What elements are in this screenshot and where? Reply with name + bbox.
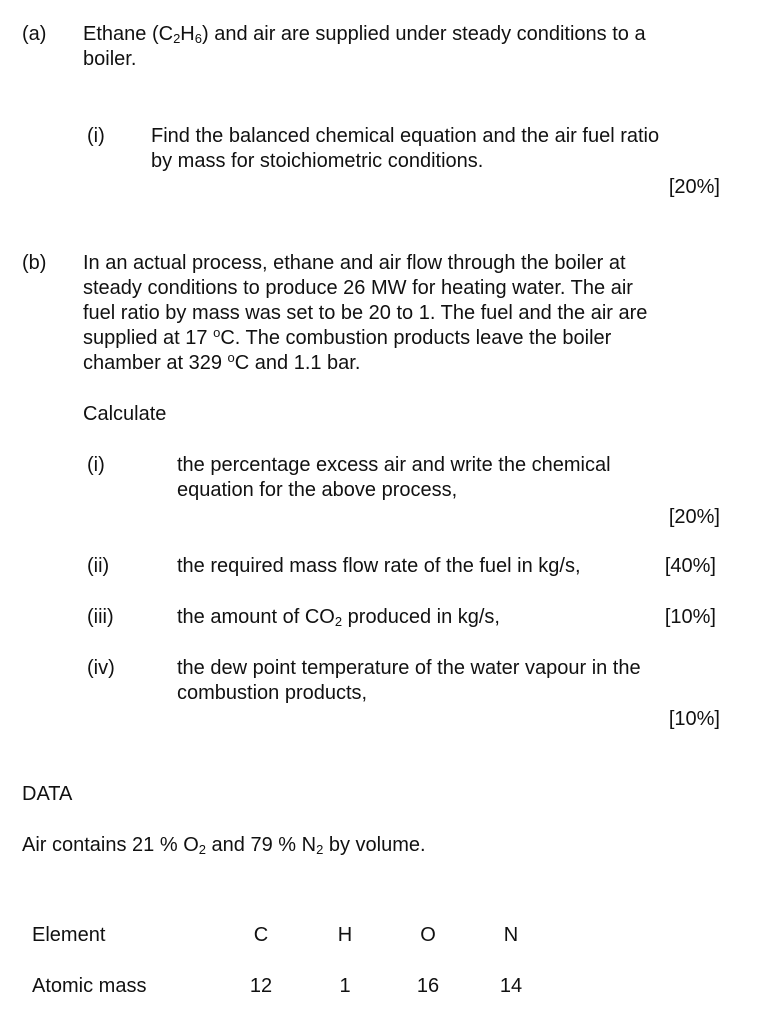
air-composition xyxy=(22,833,426,858)
part-b-iv-marks: [10%] xyxy=(668,708,720,730)
part-b-intro-line5-degree: o xyxy=(227,350,235,365)
table-row1-label: Element xyxy=(32,924,106,946)
air-composition-post: by volume. xyxy=(323,834,426,856)
part-b-intro-line1: In an actual process, ethane and air flow through the boiler at xyxy=(83,252,626,274)
part-b-intro-line4 xyxy=(83,326,611,351)
part-a-intro-line1-post: ) and air are supplied under steady conditions to a xyxy=(201,23,646,45)
table-cell-element-h: H xyxy=(337,924,353,946)
part-a-intro-line1 xyxy=(83,22,646,47)
air-composition-pre: Air contains 21 % O xyxy=(22,834,199,856)
part-b-ii-label: (ii) xyxy=(87,555,110,577)
part-b-iv-label: (iv) xyxy=(87,657,115,679)
part-a-intro-line1-pre: Ethane (C xyxy=(83,23,174,45)
part-b-i-label: (i) xyxy=(87,454,105,476)
part-b-intro-line2: steady conditions to produce 26 MW for heating water. The air xyxy=(83,277,633,299)
part-b-label: (b) xyxy=(22,252,47,274)
part-b-iii-marks: [10%] xyxy=(664,606,716,628)
table-cell-element-o: O xyxy=(420,924,436,946)
part-b-i-marks: [20%] xyxy=(668,506,720,528)
part-b-iii-text-sub: 2 xyxy=(334,614,343,629)
part-a-intro-line1-sub1: 2 xyxy=(173,31,181,46)
part-a-i-line1: Find the balanced chemical equation and the air fuel ratio xyxy=(151,125,660,147)
part-a-i-label: (i) xyxy=(87,125,105,147)
part-b-ii-text: the required mass flow rate of the fuel in kg/s, xyxy=(177,555,581,577)
part-b-i-line2: equation for the above process, xyxy=(177,479,458,501)
part-b-ii-marks: [40%] xyxy=(664,555,716,577)
table-cell-mass-n: 14 xyxy=(499,975,523,997)
table-cell-mass-h: 1 xyxy=(339,975,351,997)
part-b-iii-label: (iii) xyxy=(87,606,114,628)
part-b-intro-line5-pre: chamber at 329 xyxy=(83,352,228,374)
part-b-intro-line4-post: C. The combustion products leave the boiler xyxy=(220,327,612,349)
part-b-intro-line5-post: C and 1.1 bar. xyxy=(234,352,361,374)
part-b-intro-line3: fuel ratio by mass was set to be 20 to 1. The fuel and the air are xyxy=(83,302,648,324)
part-a-label: (a) xyxy=(22,23,47,45)
air-composition-mid: and 79 % N xyxy=(205,834,317,856)
air-composition-sub2: 2 xyxy=(316,842,324,857)
air-composition-sub1: 2 xyxy=(198,842,206,857)
table-cell-element-c: C xyxy=(253,924,269,946)
data-heading: DATA xyxy=(22,783,73,805)
part-a-intro-line2: boiler. xyxy=(83,48,137,70)
part-b-iii-text-pre: the amount of CO xyxy=(177,606,335,628)
table-row2-label: Atomic mass xyxy=(32,975,147,997)
part-b-intro-line4-degree: o xyxy=(213,325,221,340)
part-b-intro-line4-pre: supplied at 17 xyxy=(83,327,214,349)
part-b-intro-line5 xyxy=(83,351,360,376)
part-b-iv-line1: the dew point temperature of the water vapour in the xyxy=(177,657,641,679)
table-cell-mass-o: 16 xyxy=(416,975,440,997)
part-a-intro-line1-sub2: 6 xyxy=(194,31,202,46)
part-b-i-line1: the percentage excess air and write the chemical xyxy=(177,454,611,476)
part-b-iii-text-post: produced in kg/s, xyxy=(342,606,500,628)
part-b-iv-line2: combustion products, xyxy=(177,682,368,704)
part-b-iii-text xyxy=(177,605,500,630)
part-a-i-marks: [20%] xyxy=(668,176,720,198)
part-a-i-line2: by mass for stoichiometric conditions. xyxy=(151,150,484,172)
part-a-intro-line1-mid: H xyxy=(180,23,195,45)
part-b-calculate: Calculate xyxy=(83,403,167,425)
table-cell-element-n: N xyxy=(503,924,519,946)
table-cell-mass-c: 12 xyxy=(249,975,273,997)
